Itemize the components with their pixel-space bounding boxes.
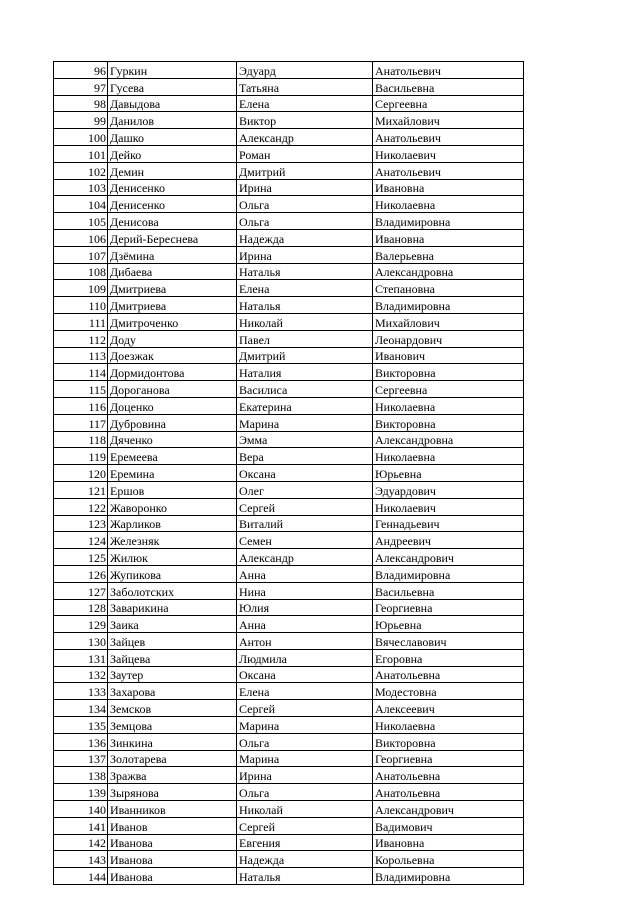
first-name-cell: Марина — [237, 750, 373, 767]
surname-cell: Зырянова — [108, 784, 237, 801]
row-number-cell: 104 — [54, 196, 108, 213]
row-number-cell: 134 — [54, 700, 108, 717]
table-row — [54, 381, 524, 398]
row-number-cell: 112 — [54, 330, 108, 347]
surname-cell: Зайцев — [108, 633, 237, 650]
surname-cell: Гуркин — [108, 62, 237, 79]
patronymic-cell: Эдуардович — [373, 481, 524, 498]
table-row — [54, 129, 524, 146]
first-name-cell: Семен — [237, 532, 373, 549]
patronymic-cell: Юрьевна — [373, 616, 524, 633]
first-name-cell: Надежда — [237, 229, 373, 246]
first-name-cell: Виктор — [237, 112, 373, 129]
patronymic-cell: Геннадьевич — [373, 515, 524, 532]
patronymic-cell: Николаевна — [373, 397, 524, 414]
table-row — [54, 196, 524, 213]
table-row — [54, 280, 524, 297]
first-name-cell: Дмитрий — [237, 347, 373, 364]
first-name-cell: Сергей — [237, 498, 373, 515]
names-table — [53, 61, 524, 885]
patronymic-cell: Юрьевна — [373, 465, 524, 482]
first-name-cell: Николай — [237, 313, 373, 330]
table-row — [54, 599, 524, 616]
patronymic-cell: Анатольевич — [373, 129, 524, 146]
row-number-cell: 120 — [54, 465, 108, 482]
table-row — [54, 817, 524, 834]
row-number-cell: 113 — [54, 347, 108, 364]
row-number-cell: 100 — [54, 129, 108, 146]
surname-cell: Жаворонко — [108, 498, 237, 515]
surname-cell: Зайцева — [108, 649, 237, 666]
patronymic-cell: Георгиевна — [373, 750, 524, 767]
first-name-cell: Антон — [237, 633, 373, 650]
surname-cell: Иванова — [108, 868, 237, 885]
first-name-cell: Елена — [237, 95, 373, 112]
surname-cell: Иванова — [108, 851, 237, 868]
first-name-cell: Ольга — [237, 784, 373, 801]
row-number-cell: 132 — [54, 666, 108, 683]
row-number-cell: 130 — [54, 633, 108, 650]
patronymic-cell: Александрович — [373, 801, 524, 818]
surname-cell: Дяченко — [108, 431, 237, 448]
first-name-cell: Оксана — [237, 666, 373, 683]
row-number-cell: 136 — [54, 733, 108, 750]
first-name-cell: Ольга — [237, 733, 373, 750]
table-row — [54, 565, 524, 582]
table-row — [54, 868, 524, 885]
row-number-cell: 131 — [54, 649, 108, 666]
first-name-cell: Ирина — [237, 767, 373, 784]
patronymic-cell: Викторовна — [373, 414, 524, 431]
surname-cell: Доценко — [108, 397, 237, 414]
row-number-cell: 129 — [54, 616, 108, 633]
surname-cell: Еремина — [108, 465, 237, 482]
first-name-cell: Нина — [237, 582, 373, 599]
surname-cell: Данилов — [108, 112, 237, 129]
table-row — [54, 62, 524, 79]
patronymic-cell: Николаевич — [373, 145, 524, 162]
patronymic-cell: Вадимович — [373, 817, 524, 834]
patronymic-cell: Анатольевна — [373, 767, 524, 784]
first-name-cell: Павел — [237, 330, 373, 347]
row-number-cell: 125 — [54, 549, 108, 566]
surname-cell: Дзёмина — [108, 246, 237, 263]
row-number-cell: 101 — [54, 145, 108, 162]
first-name-cell: Дмитрий — [237, 162, 373, 179]
table-row — [54, 448, 524, 465]
row-number-cell: 107 — [54, 246, 108, 263]
surname-cell: Заболотских — [108, 582, 237, 599]
first-name-cell: Наталья — [237, 868, 373, 885]
patronymic-cell: Анатольевич — [373, 162, 524, 179]
row-number-cell: 143 — [54, 851, 108, 868]
patronymic-cell: Анатольевна — [373, 784, 524, 801]
table-row — [54, 78, 524, 95]
table-row — [54, 364, 524, 381]
patronymic-cell: Ивановна — [373, 229, 524, 246]
patronymic-cell: Модестовна — [373, 683, 524, 700]
row-number-cell: 115 — [54, 381, 108, 398]
patronymic-cell: Егоровна — [373, 649, 524, 666]
table-row — [54, 633, 524, 650]
patronymic-cell: Иванович — [373, 347, 524, 364]
row-number-cell: 126 — [54, 565, 108, 582]
table-row — [54, 666, 524, 683]
patronymic-cell: Александровна — [373, 431, 524, 448]
row-number-cell: 102 — [54, 162, 108, 179]
table-row — [54, 784, 524, 801]
row-number-cell: 137 — [54, 750, 108, 767]
first-name-cell: Александр — [237, 549, 373, 566]
patronymic-cell: Михайлович — [373, 112, 524, 129]
row-number-cell: 109 — [54, 280, 108, 297]
surname-cell: Захарова — [108, 683, 237, 700]
table-row — [54, 851, 524, 868]
first-name-cell: Наталия — [237, 364, 373, 381]
patronymic-cell: Андреевич — [373, 532, 524, 549]
surname-cell: Золотарева — [108, 750, 237, 767]
surname-cell: Иванова — [108, 834, 237, 851]
table-row — [54, 313, 524, 330]
row-number-cell: 116 — [54, 397, 108, 414]
table-row — [54, 549, 524, 566]
first-name-cell: Эдуард — [237, 62, 373, 79]
surname-cell: Дубровина — [108, 414, 237, 431]
table-row — [54, 733, 524, 750]
first-name-cell: Екатерина — [237, 397, 373, 414]
row-number-cell: 128 — [54, 599, 108, 616]
first-name-cell: Николай — [237, 801, 373, 818]
table-row — [54, 347, 524, 364]
surname-cell: Жарликов — [108, 515, 237, 532]
row-number-cell: 110 — [54, 297, 108, 314]
row-number-cell: 141 — [54, 817, 108, 834]
patronymic-cell: Викторовна — [373, 364, 524, 381]
row-number-cell: 138 — [54, 767, 108, 784]
surname-cell: Земцова — [108, 717, 237, 734]
surname-cell: Доду — [108, 330, 237, 347]
row-number-cell: 133 — [54, 683, 108, 700]
surname-cell: Дерий-Береснева — [108, 229, 237, 246]
first-name-cell: Наталья — [237, 297, 373, 314]
table-row — [54, 246, 524, 263]
patronymic-cell: Георгиевна — [373, 599, 524, 616]
surname-cell: Дашко — [108, 129, 237, 146]
first-name-cell: Евгения — [237, 834, 373, 851]
patronymic-cell: Николаевна — [373, 448, 524, 465]
first-name-cell: Сергей — [237, 817, 373, 834]
table-row — [54, 297, 524, 314]
first-name-cell: Вера — [237, 448, 373, 465]
row-number-cell: 139 — [54, 784, 108, 801]
patronymic-cell: Васильевна — [373, 582, 524, 599]
table-row — [54, 801, 524, 818]
table-row — [54, 330, 524, 347]
patronymic-cell: Владимировна — [373, 868, 524, 885]
row-number-cell: 111 — [54, 313, 108, 330]
first-name-cell: Оксана — [237, 465, 373, 482]
patronymic-cell: Степановна — [373, 280, 524, 297]
patronymic-cell: Валерьевна — [373, 246, 524, 263]
surname-cell: Давыдова — [108, 95, 237, 112]
first-name-cell: Елена — [237, 683, 373, 700]
patronymic-cell: Вячеславович — [373, 633, 524, 650]
first-name-cell: Роман — [237, 145, 373, 162]
surname-cell: Железняк — [108, 532, 237, 549]
patronymic-cell: Владимировна — [373, 565, 524, 582]
first-name-cell: Василиса — [237, 381, 373, 398]
table-row — [54, 649, 524, 666]
row-number-cell: 103 — [54, 179, 108, 196]
row-number-cell: 124 — [54, 532, 108, 549]
row-number-cell: 135 — [54, 717, 108, 734]
table-row — [54, 95, 524, 112]
table-row — [54, 397, 524, 414]
surname-cell: Заутер — [108, 666, 237, 683]
row-number-cell: 108 — [54, 263, 108, 280]
first-name-cell: Елена — [237, 280, 373, 297]
row-number-cell: 144 — [54, 868, 108, 885]
names-table-body — [54, 62, 524, 885]
first-name-cell: Александр — [237, 129, 373, 146]
patronymic-cell: Александровна — [373, 263, 524, 280]
first-name-cell: Олег — [237, 481, 373, 498]
surname-cell: Жилюк — [108, 549, 237, 566]
row-number-cell: 127 — [54, 582, 108, 599]
patronymic-cell: Владимировна — [373, 213, 524, 230]
patronymic-cell: Сергеевна — [373, 95, 524, 112]
patronymic-cell: Николаевна — [373, 196, 524, 213]
row-number-cell: 106 — [54, 229, 108, 246]
first-name-cell: Ирина — [237, 246, 373, 263]
row-number-cell: 117 — [54, 414, 108, 431]
surname-cell: Денисенко — [108, 196, 237, 213]
table-row — [54, 145, 524, 162]
table-row — [54, 179, 524, 196]
surname-cell: Дормидонтова — [108, 364, 237, 381]
first-name-cell: Ольга — [237, 213, 373, 230]
patronymic-cell: Викторовна — [373, 733, 524, 750]
surname-cell: Заика — [108, 616, 237, 633]
surname-cell: Ершов — [108, 481, 237, 498]
table-row — [54, 767, 524, 784]
first-name-cell: Ирина — [237, 179, 373, 196]
surname-cell: Дейко — [108, 145, 237, 162]
table-row — [54, 465, 524, 482]
patronymic-cell: Алексеевич — [373, 700, 524, 717]
table-row — [54, 263, 524, 280]
surname-cell: Заварикина — [108, 599, 237, 616]
row-number-cell: 96 — [54, 62, 108, 79]
surname-cell: Жупикова — [108, 565, 237, 582]
patronymic-cell: Николаевич — [373, 498, 524, 515]
surname-cell: Зинкина — [108, 733, 237, 750]
first-name-cell: Ольга — [237, 196, 373, 213]
table-row — [54, 717, 524, 734]
table-row — [54, 515, 524, 532]
table-row — [54, 414, 524, 431]
table-row — [54, 481, 524, 498]
row-number-cell: 122 — [54, 498, 108, 515]
first-name-cell: Марина — [237, 414, 373, 431]
row-number-cell: 114 — [54, 364, 108, 381]
patronymic-cell: Анатольевич — [373, 62, 524, 79]
patronymic-cell: Владимировна — [373, 297, 524, 314]
surname-cell: Доезжак — [108, 347, 237, 364]
surname-cell: Иванников — [108, 801, 237, 818]
row-number-cell: 97 — [54, 78, 108, 95]
surname-cell: Еремеева — [108, 448, 237, 465]
row-number-cell: 142 — [54, 834, 108, 851]
surname-cell: Демин — [108, 162, 237, 179]
table-row — [54, 834, 524, 851]
table-row — [54, 431, 524, 448]
table-row — [54, 112, 524, 129]
patronymic-cell: Васильевна — [373, 78, 524, 95]
table-row — [54, 750, 524, 767]
first-name-cell: Юлия — [237, 599, 373, 616]
table-row — [54, 532, 524, 549]
surname-cell: Денисова — [108, 213, 237, 230]
row-number-cell: 98 — [54, 95, 108, 112]
patronymic-cell: Ивановна — [373, 834, 524, 851]
table-row — [54, 700, 524, 717]
surname-cell: Дибаева — [108, 263, 237, 280]
first-name-cell: Сергей — [237, 700, 373, 717]
first-name-cell: Анна — [237, 565, 373, 582]
surname-cell: Зражва — [108, 767, 237, 784]
patronymic-cell: Анатольевна — [373, 666, 524, 683]
surname-cell: Иванов — [108, 817, 237, 834]
surname-cell: Дороганова — [108, 381, 237, 398]
table-row — [54, 213, 524, 230]
row-number-cell: 118 — [54, 431, 108, 448]
first-name-cell: Виталий — [237, 515, 373, 532]
patronymic-cell: Корольевна — [373, 851, 524, 868]
surname-cell: Денисенко — [108, 179, 237, 196]
surname-cell: Гусева — [108, 78, 237, 95]
first-name-cell: Анна — [237, 616, 373, 633]
row-number-cell: 121 — [54, 481, 108, 498]
surname-cell: Дмитриева — [108, 297, 237, 314]
first-name-cell: Марина — [237, 717, 373, 734]
surname-cell: Дмитриева — [108, 280, 237, 297]
row-number-cell: 99 — [54, 112, 108, 129]
patronymic-cell: Михайлович — [373, 313, 524, 330]
row-number-cell: 105 — [54, 213, 108, 230]
first-name-cell: Татьяна — [237, 78, 373, 95]
first-name-cell: Наталья — [237, 263, 373, 280]
surname-cell: Земсков — [108, 700, 237, 717]
row-number-cell: 140 — [54, 801, 108, 818]
patronymic-cell: Ивановна — [373, 179, 524, 196]
surname-cell: Дмитроченко — [108, 313, 237, 330]
patronymic-cell: Леонардович — [373, 330, 524, 347]
table-row — [54, 582, 524, 599]
first-name-cell: Эмма — [237, 431, 373, 448]
patronymic-cell: Александрович — [373, 549, 524, 566]
first-name-cell: Надежда — [237, 851, 373, 868]
first-name-cell: Людмила — [237, 649, 373, 666]
table-row — [54, 616, 524, 633]
table-row — [54, 162, 524, 179]
table-row — [54, 683, 524, 700]
patronymic-cell: Сергеевна — [373, 381, 524, 398]
table-row — [54, 229, 524, 246]
row-number-cell: 119 — [54, 448, 108, 465]
table-row — [54, 498, 524, 515]
patronymic-cell: Николаевна — [373, 717, 524, 734]
row-number-cell: 123 — [54, 515, 108, 532]
